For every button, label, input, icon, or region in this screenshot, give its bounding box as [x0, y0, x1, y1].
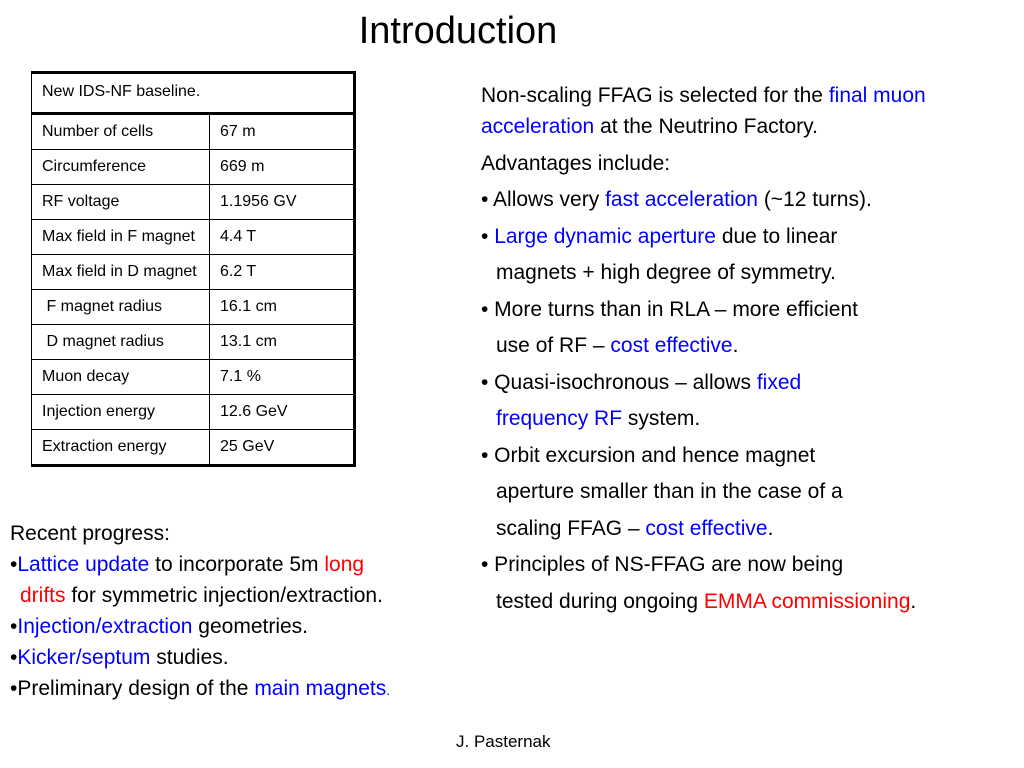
highlight-text: EMMA commissioning	[703, 589, 911, 613]
table-row	[32, 395, 355, 430]
text: at the Neutrino Factory.	[594, 115, 818, 138]
param-value: 6.2 T	[210, 255, 355, 290]
intro-paragraph	[481, 80, 1011, 142]
text: • Allows very	[481, 188, 606, 211]
progress-item	[10, 642, 480, 673]
table-row	[32, 255, 355, 290]
bullet-continuation	[481, 513, 1011, 544]
text: due to linear	[715, 224, 838, 248]
text: •	[481, 224, 495, 248]
highlight-text: frequency RF	[496, 407, 623, 430]
baseline-parameters-table	[31, 71, 356, 467]
table-header-row	[32, 73, 355, 114]
param-value: 13.1 cm	[210, 325, 355, 360]
advantages-heading: Advantages include:	[481, 151, 671, 175]
text: (~12 turns).	[757, 188, 872, 211]
param-name: D magnet radius	[32, 325, 210, 360]
param-name: Number of cells	[32, 114, 210, 150]
text: use of RF –	[496, 334, 611, 357]
bullet-item: • Principles of NS-FFAG are now being	[481, 553, 844, 576]
highlight-text: main magnets	[254, 677, 387, 700]
text: tested during ongoing	[496, 589, 704, 613]
bullet-item: • More turns than in RLA – more efficient	[481, 297, 858, 321]
param-value: 12.6 GeV	[210, 395, 355, 430]
progress-item	[10, 549, 480, 580]
progress-item	[10, 611, 480, 642]
highlight-text: .	[386, 682, 391, 698]
table-row	[32, 220, 355, 255]
bullet: •	[10, 553, 18, 576]
param-value: 1.1956 GV	[210, 185, 355, 220]
param-value: 25 GeV	[210, 430, 355, 466]
bullet-continuation: magnets + high degree of symmetry.	[496, 261, 836, 284]
text: scaling FFAG –	[496, 516, 646, 540]
text: to incorporate 5m	[149, 553, 325, 576]
text: Non-scaling FFAG is selected for the	[481, 84, 829, 107]
highlight-text: cost effective	[645, 516, 768, 540]
table-row	[32, 114, 355, 150]
text: studies.	[150, 646, 229, 669]
text: • Quasi-isochronous – allows	[481, 370, 757, 394]
param-name: Injection energy	[32, 395, 210, 430]
param-value: 4.4 T	[210, 220, 355, 255]
bullet-continuation: aperture smaller than in the case of a	[496, 480, 843, 503]
bullet-item: • Orbit excursion and hence magnet	[481, 443, 816, 467]
bullet-continuation	[481, 586, 1011, 617]
bullet-item	[481, 367, 1011, 398]
param-name: Max field in D magnet	[32, 255, 210, 290]
progress-heading: Recent progress:	[10, 522, 170, 545]
table-row	[32, 360, 355, 395]
bullet-item	[481, 184, 1011, 215]
bullet-item	[481, 221, 1011, 252]
param-value: 7.1 %	[210, 360, 355, 395]
text: .	[767, 516, 774, 540]
bullet: •	[10, 646, 18, 669]
highlight-text: Kicker/septum	[17, 646, 151, 669]
param-name: Extraction energy	[32, 430, 210, 466]
highlight-text: long	[324, 553, 365, 576]
highlight-text: Large dynamic aperture	[494, 224, 716, 248]
table-row	[32, 430, 355, 466]
text: •Preliminary design of the	[10, 677, 255, 700]
advantages-text-block	[481, 80, 1011, 622]
param-name: Circumference	[32, 150, 210, 185]
text: .	[732, 334, 739, 357]
highlight-text: final muon acceleration	[481, 84, 926, 138]
text: geometries.	[192, 615, 309, 638]
progress-continuation	[10, 580, 480, 611]
param-name: F magnet radius	[32, 290, 210, 325]
param-name: Max field in F magnet	[32, 220, 210, 255]
table-header: New IDS-NF baseline.	[32, 73, 355, 114]
recent-progress-block	[10, 518, 480, 706]
table-row	[32, 290, 355, 325]
highlight-text: Lattice update	[17, 553, 150, 576]
param-name: RF voltage	[32, 185, 210, 220]
param-name: Muon decay	[32, 360, 210, 395]
table-row	[32, 150, 355, 185]
param-value: 16.1 cm	[210, 290, 355, 325]
table-row	[32, 185, 355, 220]
highlight-text: drifts	[20, 584, 66, 607]
param-value: 67 m	[210, 114, 355, 150]
text: for symmetric injection/extraction.	[65, 584, 383, 607]
highlight-text: Injection/extraction	[17, 615, 193, 638]
text: .	[910, 589, 917, 613]
bullet: •	[10, 615, 18, 638]
table-row	[32, 325, 355, 360]
bullet-continuation	[481, 403, 1011, 434]
param-value: 669 m	[210, 150, 355, 185]
bullet-continuation	[481, 330, 1011, 361]
author-footer: J. Pasternak	[456, 732, 551, 751]
highlight-text: cost effective	[610, 334, 733, 357]
slide-title: Introduction	[358, 10, 558, 52]
text: system.	[622, 407, 701, 430]
progress-item	[10, 673, 480, 706]
highlight-text: fixed	[756, 370, 802, 394]
highlight-text: fast acceleration	[605, 188, 758, 211]
